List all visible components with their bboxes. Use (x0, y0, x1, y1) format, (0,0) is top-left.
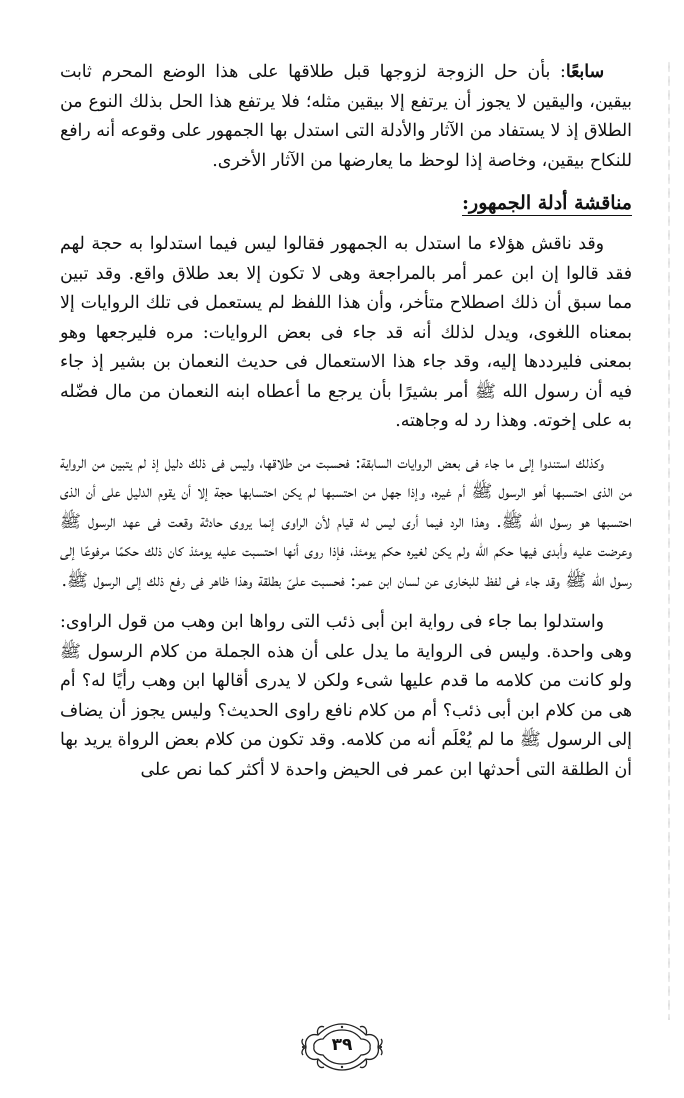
paragraph-lead: سابعًا (565, 62, 604, 82)
section-heading (60, 188, 632, 218)
section-heading-text: مناقشة أدلة الجمهور: (462, 192, 632, 214)
paragraph-reliance: وكذلك استندوا إلى ما جاء فى بعض الروايات السابقة: فحسبت من طلاقها، وليس فى ذلك دليل إذ لم يتبين من الرواية من الذى احتسبها أهو الرسول ﷺ أم غيره، وإذا جهل من احتسبها لم يكن احتسابها حجة إلا أن يقوم الدليل على أن الذى احتسبها هو رسول الله ﷺ. وهذا الرد فيما أرى ليس له قيام لأن الراوى إنما يروى حادثة وقعت فى عهد الرسول ﷺ وعرضت عليه وأبدى فيها حكم الله ولم يكن لغيره حكم يومئذ، فإذا روى أنها احتسبت عليه يومئذ كان ذلك حكمًا مرفوعًا إلى رسول الله ﷺ وقد جاء فى لفظ للبخارى عن لسان ابن عمر: فحسبت علىّ بطلقة وهذا ظاهر فى رفع ذلك إلى الرسول ﷺ. (60, 452, 632, 591)
paragraph-text: : بأن حل الزوجة لزوجها قبل طلاقها على هذا الوضع المحرم ثابت بيقين، واليقين لا يجوز أن يرتفع إلا بيقين مثله؛ فلا يرتفع هذا الحل بذلك النوع من الطلاق إذ لا يستفاد من الآثار والأدلة التى استدل بها الجمهور على وقوعه أنه رافع للنكاح بيقين، وخاصة إذا لوحظ ما يعارضها من الآثار الأخرى. (60, 62, 632, 171)
page-number: ٣٩ (331, 1035, 353, 1055)
page-body (60, 58, 632, 797)
arabesque-frame-icon (300, 1021, 384, 1073)
paragraph-discussion: وقد ناقش هؤلاء ما استدل به الجمهور فقالوا ليس فيما استدلوا به حجة لهم فقد قالوا إن ابن عمر أمر بالمراجعة وهى لا تكون إلا بعد طلاق واقع. وقد تبين مما سبق أن ذلك اصطلاح متأخر، وأن هذا اللفظ لم يستعمل فى تلك الروايات إلا بمعناه اللغوى، ويدل لذلك أنه قد جاء فى بعض الروايات: مره فليرجعها وهو بمعنى فليرددها إليه، وقد جاء هذا الاستعمال فى حديث النعمان بن بشير إذ جاء فيه أن رسول الله ﷺ أمر بشيرًا بأن يرجع ما أعطاه ابنه النعمان من مال فضّله به على إخوته. وهذا رد له وجاهته. (60, 234, 632, 431)
paragraph-evidence: واستدلوا بما جاء فى رواية ابن أبى ذئب التى رواها ابن وهب من قول الراوى: وهى واحدة. وليس فى الرواية ما يدل على أن هذه الجملة من كلام الرسول ﷺ ولو كانت من كلامه ما قدم عليها شىء ولكن لا يدرى أقالها ابن وهب رأيًا له؟ أم هى من كلام ابن أبى ذئب؟ أم من كلام نافع راوى الحديث؟ وليس يجوز أن يضاف إلى الرسول ﷺ ما لم يُعْلَم أنه من كلامه. وقد تكون من كلام بعض الرواة يريد بها أن الطلقة التى أحدثها ابن عمر فى الحيض واحدة لا أكثر كما نص على (60, 612, 632, 780)
right-margin-dots (668, 60, 670, 1020)
page-footer (0, 1016, 684, 1078)
paragraph-seventh (60, 58, 632, 176)
